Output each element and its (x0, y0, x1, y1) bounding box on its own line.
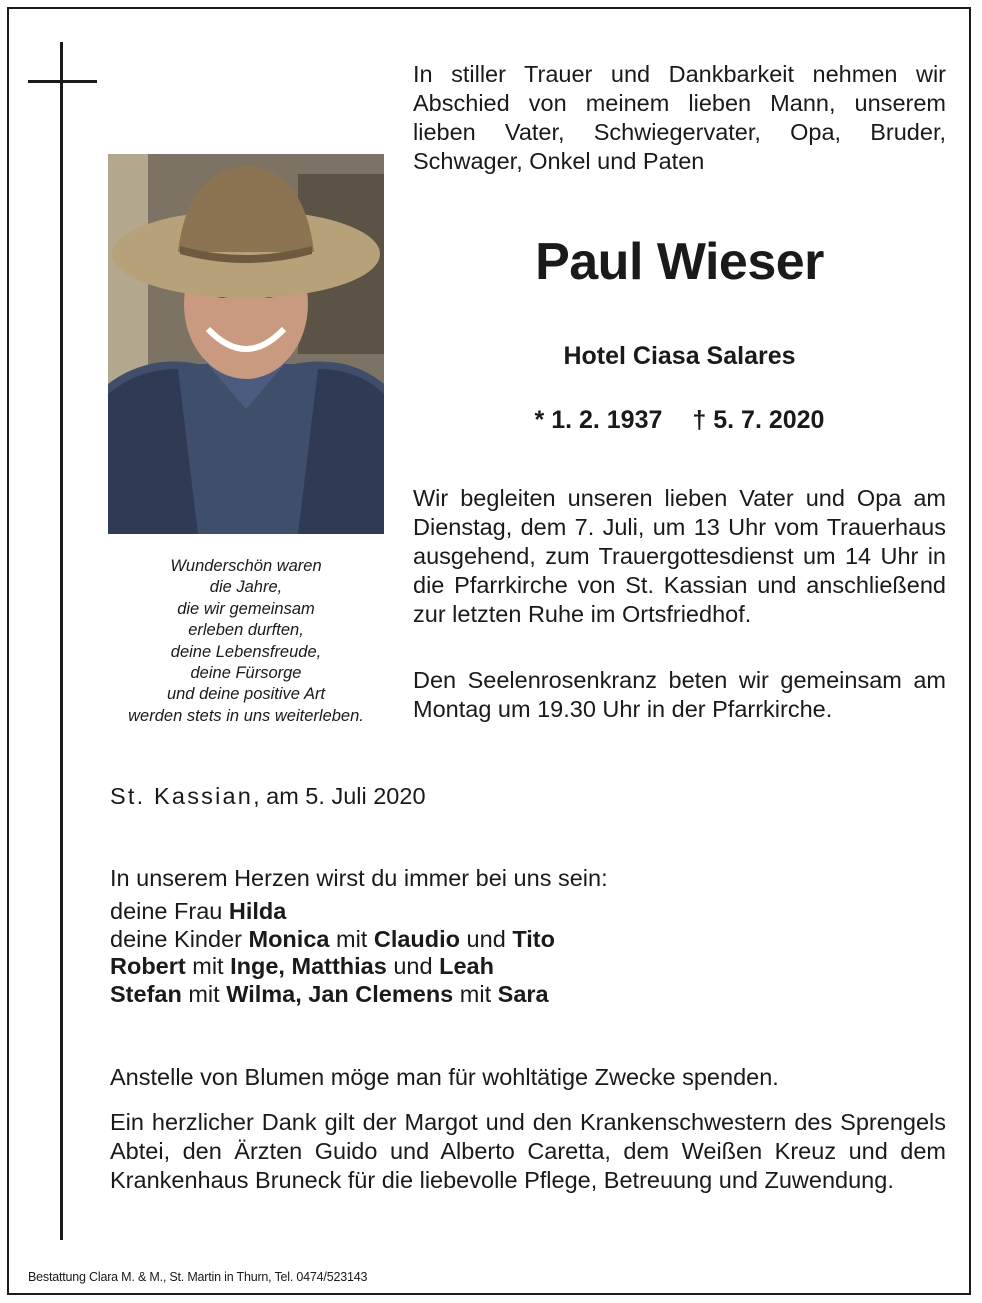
poem-line: deine Lebensfreude, (170, 642, 322, 661)
place-date: , am 5. Juli 2020 (253, 783, 426, 809)
heart-line: In unserem Herzen wirst du immer bei uns sein: (110, 865, 608, 891)
intro-text: In stiller Trauer und Dankbarkeit nehmen wir Abschied von meinem lieben Mann, unserem lieben Vater, Schwiegervater, Opa, Bruder, Schwager, Onkel und Paten (413, 61, 946, 174)
death-date: † 5. 7. 2020 (692, 406, 825, 434)
poem (100, 556, 392, 727)
place-date-line (110, 783, 426, 810)
cross-icon-bar (28, 80, 97, 83)
family-line-4: Stefan mit Wilma, Jan Clemens mit Sara (110, 980, 549, 1007)
place-name: St. Kassian (110, 783, 254, 809)
poem-line: werden stets in uns weiterleben. (128, 706, 364, 725)
poem-line: und deine positive Art (166, 685, 326, 704)
flowers-request: Anstelle von Blumen möge man für wohltätige Zwecke spenden. (110, 1064, 779, 1090)
poem-line: erleben durften, (188, 621, 304, 640)
life-dates (413, 406, 946, 435)
cross-icon (60, 42, 63, 1240)
family-line-1: deine Frau Hilda (110, 898, 287, 924)
portrait-photo (108, 154, 384, 534)
poem-line: die wir gemeinsam (177, 599, 315, 618)
family-list (110, 898, 555, 1008)
poem-line: deine Fürsorge (190, 664, 302, 683)
funeral-home-footer: Bestattung Clara M. & M., St. Martin in Thurn, Tel. 0474/523143 (28, 1270, 368, 1284)
deceased-name: Paul Wieser (535, 233, 824, 291)
funeral-details: Wir begleiten unseren lieben Vater und Opa am Dienstag, dem 7. Juli, um 13 Uhr vom Trauerhaus ausgehend, zum Trauergottesdienst um 14 Uhr in die Pfarrkirche von St. Kassian und anschließend zur letzten Ruhe im Ortsfriedhof. (413, 485, 946, 627)
family-line-3: Robert mit Inge, Matthias und Leah (110, 953, 494, 979)
family-line-2: deine Kinder Monica mit Claudio und Tito (110, 925, 555, 952)
rosary-details: Den Seelenrosenkranz beten wir gemeinsam am Montag um 19.30 Uhr in der Pfarrkirche. (413, 667, 946, 722)
portrait-illustration (108, 154, 384, 534)
thanks-text: Ein herzlicher Dank gilt der Margot und den Krankenschwestern des Sprengels Abtei, den Ärzten Guido und Alberto Caretta, dem Weißen Kreuz und dem Krankenhaus Bruneck für die liebevolle Pflege, Betreuung und Zuwendung. (110, 1109, 946, 1193)
poem-line: die Jahre, (209, 578, 283, 597)
birth-date: * 1. 2. 1937 (534, 406, 663, 434)
poem-line: Wunderschön waren (170, 557, 322, 575)
affiliation: Hotel Ciasa Salares (563, 342, 796, 370)
